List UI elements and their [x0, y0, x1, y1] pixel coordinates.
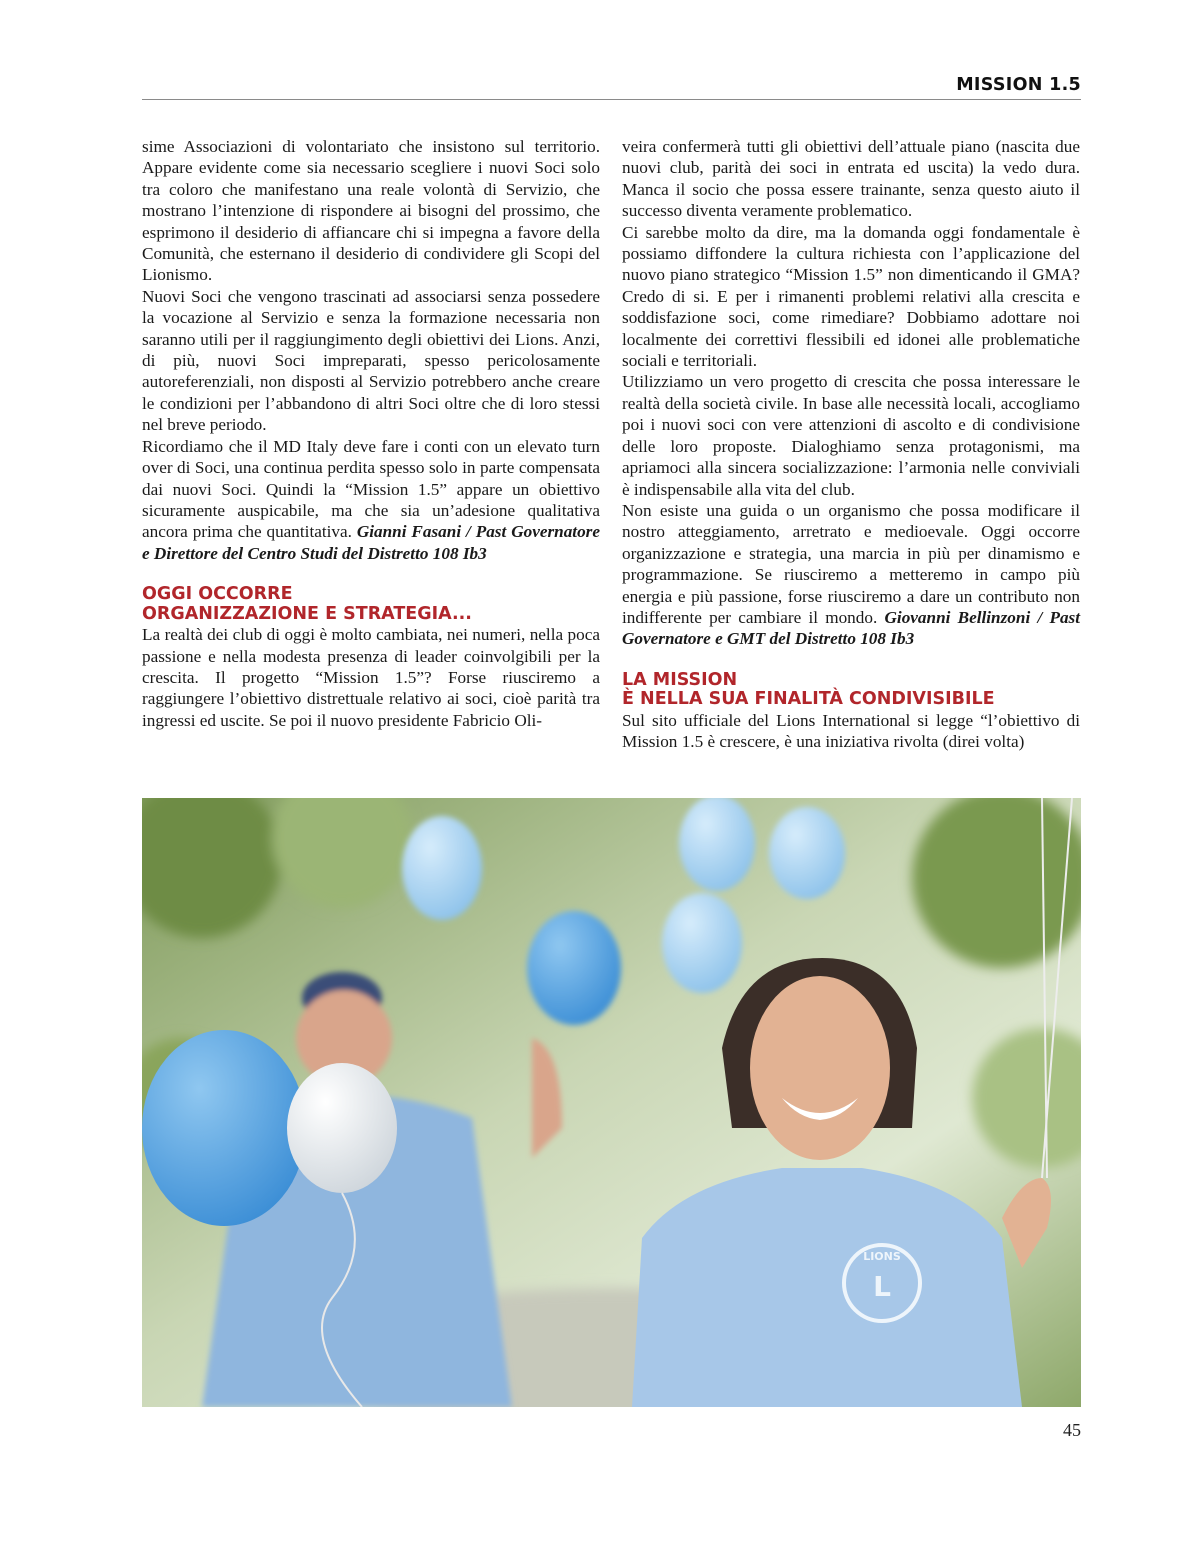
paragraph: Ci sarebbe molto da dire, ma la domanda oggi fondamentale è possiamo diffondere la cultura richiesta con l’applicazione del nuovo piano strategico “Mission 1.5” non dimenticando il GMA? Credo di si. E per i rimanenti problemi relativi alla crescita e soddisfazione soci, come rimediare? Dobbiamo adottare noi localmente dei correttivi flessibili ed idonei alle problematiche sociali e territoriali.: [622, 222, 1080, 371]
paragraph: veira confermerà tutti gli obiettivi dell’attuale piano (nascita due nuovi club, parità dei soci in entrata ed uscita) la vedo dura. Manca il socio che possa essere trainante, senza questo aiuto il successo diventa veramente problematico.: [622, 137, 1080, 221]
subheading: [622, 671, 1080, 710]
paragraph: Sul sito ufficiale del Lions International si legge “l’obiettivo di Mission 1.5 è crescere, è una iniziativa rivolta (direi volta): [622, 710, 1080, 752]
section-label: MISSION 1.5: [956, 75, 1081, 95]
left-column: [142, 136, 600, 731]
paragraph: sime Associazioni di volontariato che insistono sul territorio. Appare evidente come sia necessario scegliere i nuovi Soci solo tra coloro che manifestano una reale volontà di Servizio, che mostrano l’intenzione di rispondere ai bisogni del prossimo, che esprimono il desiderio di affiancare chi si impegna a favore della Comunità, che esternano il desiderio di condividere gli Scopi del Lionismo.: [142, 137, 600, 285]
subheading-line: È NELLA SUA FINALITÀ CONDIVISIBILE: [622, 689, 995, 710]
subheading: [142, 585, 600, 624]
paragraph-text: Non esiste una guida o un organismo che possa modificare il nostro atteggiamento, arretrato e medioevale. Oggi occorre organizzazione e strategia, una marcia in più per dinamismo e programmazione. Se riusciremo a metteremo in campo più energia e più passione, forse riusciremo a dare un contributo non indifferente per cambiare il mondo.: [622, 500, 1080, 627]
author-signature: Giovanni Bellinzoni / Past Governatore e GMT del Distretto 108 Ib3: [622, 607, 1080, 649]
logo-letter: L: [873, 1270, 891, 1303]
author-signature: Gianni Fasani / Past Governatore e Direttore del Centro Studi del Distretto 108 Ib3: [142, 522, 600, 563]
subheading-line: ORGANIZZAZIONE E STRATEGIA...: [142, 603, 472, 624]
paragraph: La realtà dei club di oggi è molto cambiata, nei numeri, nella poca passione e nella modesta presenza di leader coinvolgibili per la crescita. Il progetto “Mission 1.5”? Forse riusciremo a raggiungere l’obiettivo distrettuale relativo ai soci, cioè parità tra ingressi ed uscite. Se poi il nuovo presidente Fabricio Oli-: [142, 625, 600, 730]
right-column: [622, 136, 1080, 753]
subheading-line: OGGI OCCORRE: [142, 584, 293, 605]
page-header: [142, 72, 1081, 100]
subheading-line: LA MISSION: [622, 669, 738, 690]
page-number: 45: [1063, 1420, 1081, 1440]
paragraph-text: Ricordiamo che il MD Italy deve fare i conti con un elevato turn over di Soci, una continua perdita spesso solo in parte compensata dai nuovi Soci. Quindi la “Mission 1.5” appare un obiettivo sicuramente auspicabile, ma che sia un’adesione qualitativa ancora prima che quantitativa.: [142, 436, 600, 542]
photo-illustration: [142, 798, 1081, 1407]
paragraph: Nuovi Soci che vengono trascinati ad associarsi senza possedere la vocazione al Servizio e senza la formazione necessaria non saranno utili per il raggiungimento degli obiettivi dei Lions. Anzi, di più, nuovi Soci impreparati, spesso pericolosamente autoreferenziali, non disposti al Servizio potrebbero anche creare le condizioni per l’abbandono di altri Soci oltre che di loro stessi nel breve periodo.: [142, 286, 600, 435]
logo-text: LIONS: [863, 1250, 901, 1263]
paragraph: [142, 436, 600, 564]
paragraph: Utilizziamo un vero progetto di crescita che possa interessare le realtà della società civile. In base alle necessità locali, accogliamo poi i nuovi soci con vere attenzioni di ascolto e di condivisione delle loro proposte. Dialoghiamo senza protagonismi, ma apriamoci alla sincera socializzazione: l’armonia nelle conviviali è indispensabile alla vita del club.: [622, 372, 1080, 499]
event-photo: [142, 798, 1081, 1407]
paragraph: [622, 500, 1080, 650]
